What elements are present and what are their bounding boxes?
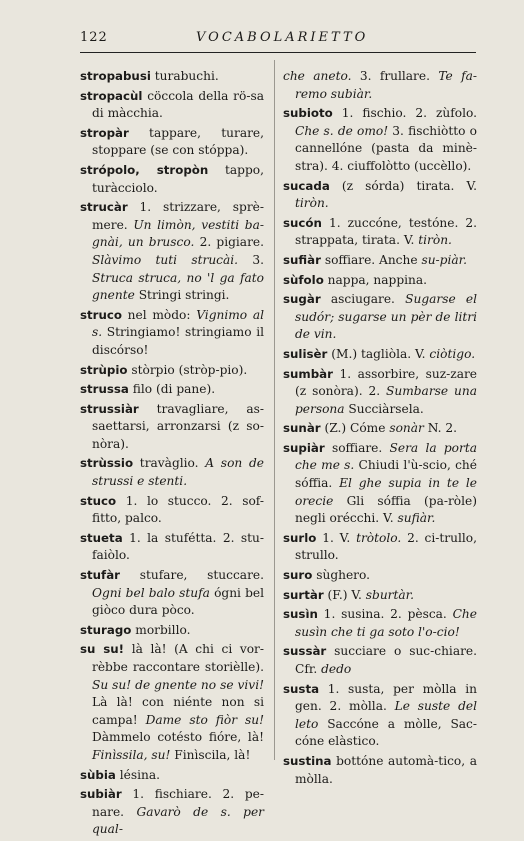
dictionary-entry (80, 362, 264, 380)
entry-definition: 1. fischio. 2. zùfolo. (332, 106, 477, 121)
entry-headword: stropacùl (80, 88, 143, 103)
dictionary-entry (283, 530, 477, 565)
entry-definition: nappa, nappina. (323, 272, 428, 287)
entry-example: dedo (321, 662, 352, 676)
entry-headword: sùfolo (283, 272, 324, 287)
entry-definition: N. 2. (423, 421, 457, 436)
dictionary-entry (283, 105, 477, 175)
entry-definition: cöccola della rö-sa di màcchia. (92, 88, 264, 121)
entry-definition: travagliare, as-saettarsi, arronzarsi (z so-nòra). (92, 401, 264, 451)
entry-definition: Dàmmelo cotésto fióre, là! (92, 730, 264, 745)
entry-headword: sùbia (80, 767, 116, 782)
entry-headword: suro (283, 568, 313, 583)
entry-definition: Là là! con niénte non si campa! (92, 695, 264, 727)
dictionary-entry (283, 252, 477, 270)
dictionary-entry (80, 68, 264, 86)
entry-definition: 1. susta, per mòlla in gen. 2. mòlla. (295, 681, 477, 714)
dictionary-entry (283, 215, 477, 250)
dictionary-entry (80, 567, 264, 620)
dictionary-entry (80, 307, 264, 360)
entry-headword: strópolo, stropòn (80, 162, 209, 177)
entry-definition: Finìscila, là! (170, 747, 251, 762)
entry-definition: 3. (238, 252, 264, 267)
entry-headword: susìn (283, 607, 318, 622)
entry-definition: Stringi stringi. (134, 288, 230, 303)
header-rule (80, 52, 476, 53)
entry-definition: 1. zuccóne, testóne. 2. strappata, tirata. V. (295, 215, 477, 248)
entry-example: Le suste del leto (295, 699, 477, 731)
entry-example: El ghe supia in te le orecie (295, 476, 477, 508)
dictionary-entry (80, 401, 264, 454)
entry-headword: sustina (283, 753, 332, 768)
right-column (283, 68, 477, 790)
dictionary-entry (283, 681, 477, 751)
entry-headword: surlo (283, 530, 317, 545)
entry-definition: Saccóne a mòlle, Sac-cóne elàstico. (295, 716, 477, 749)
dictionary-entry (283, 68, 477, 103)
entry-definition: 3. fischiòtto o cannellóne (pasta da minè-stra). 4. ciuffolòtto (uccèllo). (295, 123, 478, 173)
dictionary-entry (283, 346, 477, 364)
entry-headword: stropabusi (80, 69, 151, 83)
entry-headword: stueta (80, 530, 123, 545)
entry-example: sufiàr. (397, 511, 436, 526)
entry-headword: strùssio (80, 456, 134, 471)
entry-example: Su su! de gnente no se vivi! (92, 677, 264, 692)
entry-headword: sumbàr (283, 366, 333, 381)
dictionary-entry (80, 530, 264, 565)
entry-example: Sera la porta che me s. (295, 440, 477, 473)
entry-headword: sucada (283, 178, 330, 193)
dictionary-entry (283, 291, 477, 344)
entry-definition: asciugare. (320, 292, 406, 307)
entry-headword: struco (80, 307, 122, 322)
entry-definition: bottóne automà-tico, a mòlla. (295, 753, 477, 786)
entry-headword: sugàr (283, 292, 321, 307)
entry-example: Un limòn, vestiti ba-gnài, un brusco. (92, 217, 264, 250)
entry-headword: strùpio (80, 362, 128, 377)
entry-example: Vignimo al s. (92, 307, 264, 340)
dictionary-entry (80, 641, 264, 764)
entry-definition: stòrpio (stròp-pio). (127, 362, 248, 377)
entry-definition: soffiare. (324, 440, 390, 455)
entry-definition: là là! (A chi ci vor-rèbbe raccontare storièlle). (92, 642, 265, 674)
entry-definition: (M.) tagliòla. V. (327, 346, 430, 361)
entry-example: A son de strussi e stenti. (92, 456, 264, 489)
dictionary-entry (80, 622, 264, 640)
entry-definition: (Z.) Cóme (320, 421, 390, 436)
entry-headword: subiàr (80, 787, 122, 802)
entry-headword: strussiàr (80, 401, 139, 416)
dictionary-entry (80, 381, 264, 399)
dictionary-entry (283, 643, 477, 678)
dictionary-entry (283, 178, 477, 213)
entry-definition: 2. pigiare. (194, 235, 264, 250)
entry-headword: strucàr (80, 200, 128, 215)
entry-example: che aneto. (283, 69, 352, 83)
page-header (0, 0, 524, 60)
entry-definition: 1. lo stucco. 2. sof-fitto, palco. (92, 493, 264, 526)
dictionary-entry (283, 753, 477, 788)
entry-example: su-piàr. (421, 252, 468, 267)
entry-headword: sturago (80, 622, 132, 637)
dictionary-entry (283, 420, 477, 438)
entry-example: Slàvimo tuti strucài. (92, 252, 239, 267)
entry-example: Finìssila, su! (92, 747, 171, 762)
entry-headword: sulisèr (283, 346, 328, 361)
entry-definition: Gli sóffia (pa-ròle) negli orécchi. V. (295, 493, 477, 526)
entry-example: tiròn. (295, 196, 329, 211)
entry-definition: tappo, turàcciolo. (92, 162, 265, 195)
dictionary-entry (283, 366, 477, 419)
entry-example: Ogni bel balo stufa (92, 585, 210, 600)
entry-headword: sucón (283, 215, 322, 230)
entry-example: Che susìn che ti ga soto l'o-cio! (295, 607, 477, 639)
entry-definition: stufare, stuccare. (119, 568, 264, 583)
dictionary-entry (283, 587, 477, 605)
entry-definition: Succiàrsela. (344, 401, 424, 416)
dictionary-entry (80, 786, 264, 839)
entry-headword: stropàr (80, 125, 129, 140)
entry-definition: 1. fischiare. 2. pe-nare. (92, 787, 264, 819)
entry-example: Te fa-remo subiàr. (295, 69, 477, 101)
dictionary-entry (80, 455, 264, 490)
dictionary-entry (283, 440, 477, 528)
entry-definition: 1. assorbire, suz-zare (z sonòra). 2. (295, 366, 477, 399)
dictionary-entry (80, 88, 264, 123)
entry-headword: stufàr (80, 568, 120, 583)
entry-definition: nel mòdo: (121, 307, 197, 322)
entry-headword: sunàr (283, 421, 321, 436)
entry-headword: strussa (80, 382, 129, 397)
entry-definition: filo (di pane). (128, 382, 216, 397)
entry-example: Sumbarse una persona (295, 384, 477, 416)
entry-example: sburtàr. (365, 587, 415, 602)
entry-definition: (F.) V. (323, 587, 366, 602)
dictionary-entry (80, 493, 264, 528)
entry-definition: (z sórda) tirata. V. (329, 178, 477, 193)
entry-example: Struca struca, no 'l ga fato gnente (92, 270, 264, 303)
entry-definition: lésina. (115, 767, 161, 782)
entry-definition: 1. la stufétta. 2. stu-faiòlo. (92, 530, 264, 563)
entry-definition: 1. susina. 2. pèsca. (317, 607, 453, 622)
entry-definition: 2. ci-trullo, strullo. (295, 530, 477, 563)
entry-definition: 1. V. (316, 530, 357, 545)
entry-example: Gavarò de s. per qual- (92, 804, 265, 837)
entry-headword: surtàr (283, 587, 324, 602)
entry-headword: stuco (80, 493, 117, 508)
entry-definition: Chiudi l'ù-scio, ché sóffia. (295, 458, 477, 491)
entry-definition: turabuchi. (150, 69, 219, 83)
column-divider (274, 60, 275, 760)
entry-definition: 1. strizzare, sprè-mere. (92, 200, 264, 232)
dictionary-entry (283, 272, 477, 290)
dictionary-entry (283, 567, 477, 585)
dictionary-entry (283, 606, 477, 641)
running-head: VOCABOLARIETTO (196, 30, 369, 45)
entry-example: Che s. de omo! (295, 123, 389, 138)
entry-definition: travàglio. (133, 456, 206, 471)
entry-example: tròtolo. (356, 530, 402, 545)
entry-headword: subioto (283, 106, 333, 121)
entry-headword: sufiàr (283, 252, 321, 267)
dictionary-entry (80, 767, 264, 785)
entry-headword: supiàr (283, 440, 325, 455)
entry-example: tiròn. (418, 233, 452, 248)
entry-example: sonàr (389, 421, 424, 436)
dictionary-entry (80, 125, 264, 160)
entry-definition: tappare, turare, stoppare (se con stóppa). (92, 125, 264, 158)
entry-example: Sugarse el sudór; sugarse un pèr de litri de vin. (295, 292, 477, 342)
entry-definition: soffiare. Anche (320, 252, 422, 267)
entry-definition: succiare o suc-chiare. Cfr. (295, 644, 477, 676)
entry-headword: su su! (80, 642, 125, 657)
entry-definition: morbillo. (131, 622, 191, 637)
dictionary-entry (80, 199, 264, 305)
entry-example: ciòtigo. (429, 346, 476, 361)
left-column (80, 68, 264, 841)
dictionary-entry (80, 162, 264, 197)
page-number: 122 (80, 30, 108, 45)
entry-definition: Stringiamo! stringiamo il discórso! (92, 325, 264, 357)
entry-headword: sussàr (283, 644, 327, 659)
entry-example: Dame sto fiòr su! (145, 712, 264, 727)
entry-definition: 3. frullare. (351, 69, 439, 83)
entry-definition: sùghero. (312, 568, 371, 583)
entry-headword: susta (283, 681, 320, 696)
entry-definition: ógni bel giòco dura pòco. (92, 585, 265, 618)
